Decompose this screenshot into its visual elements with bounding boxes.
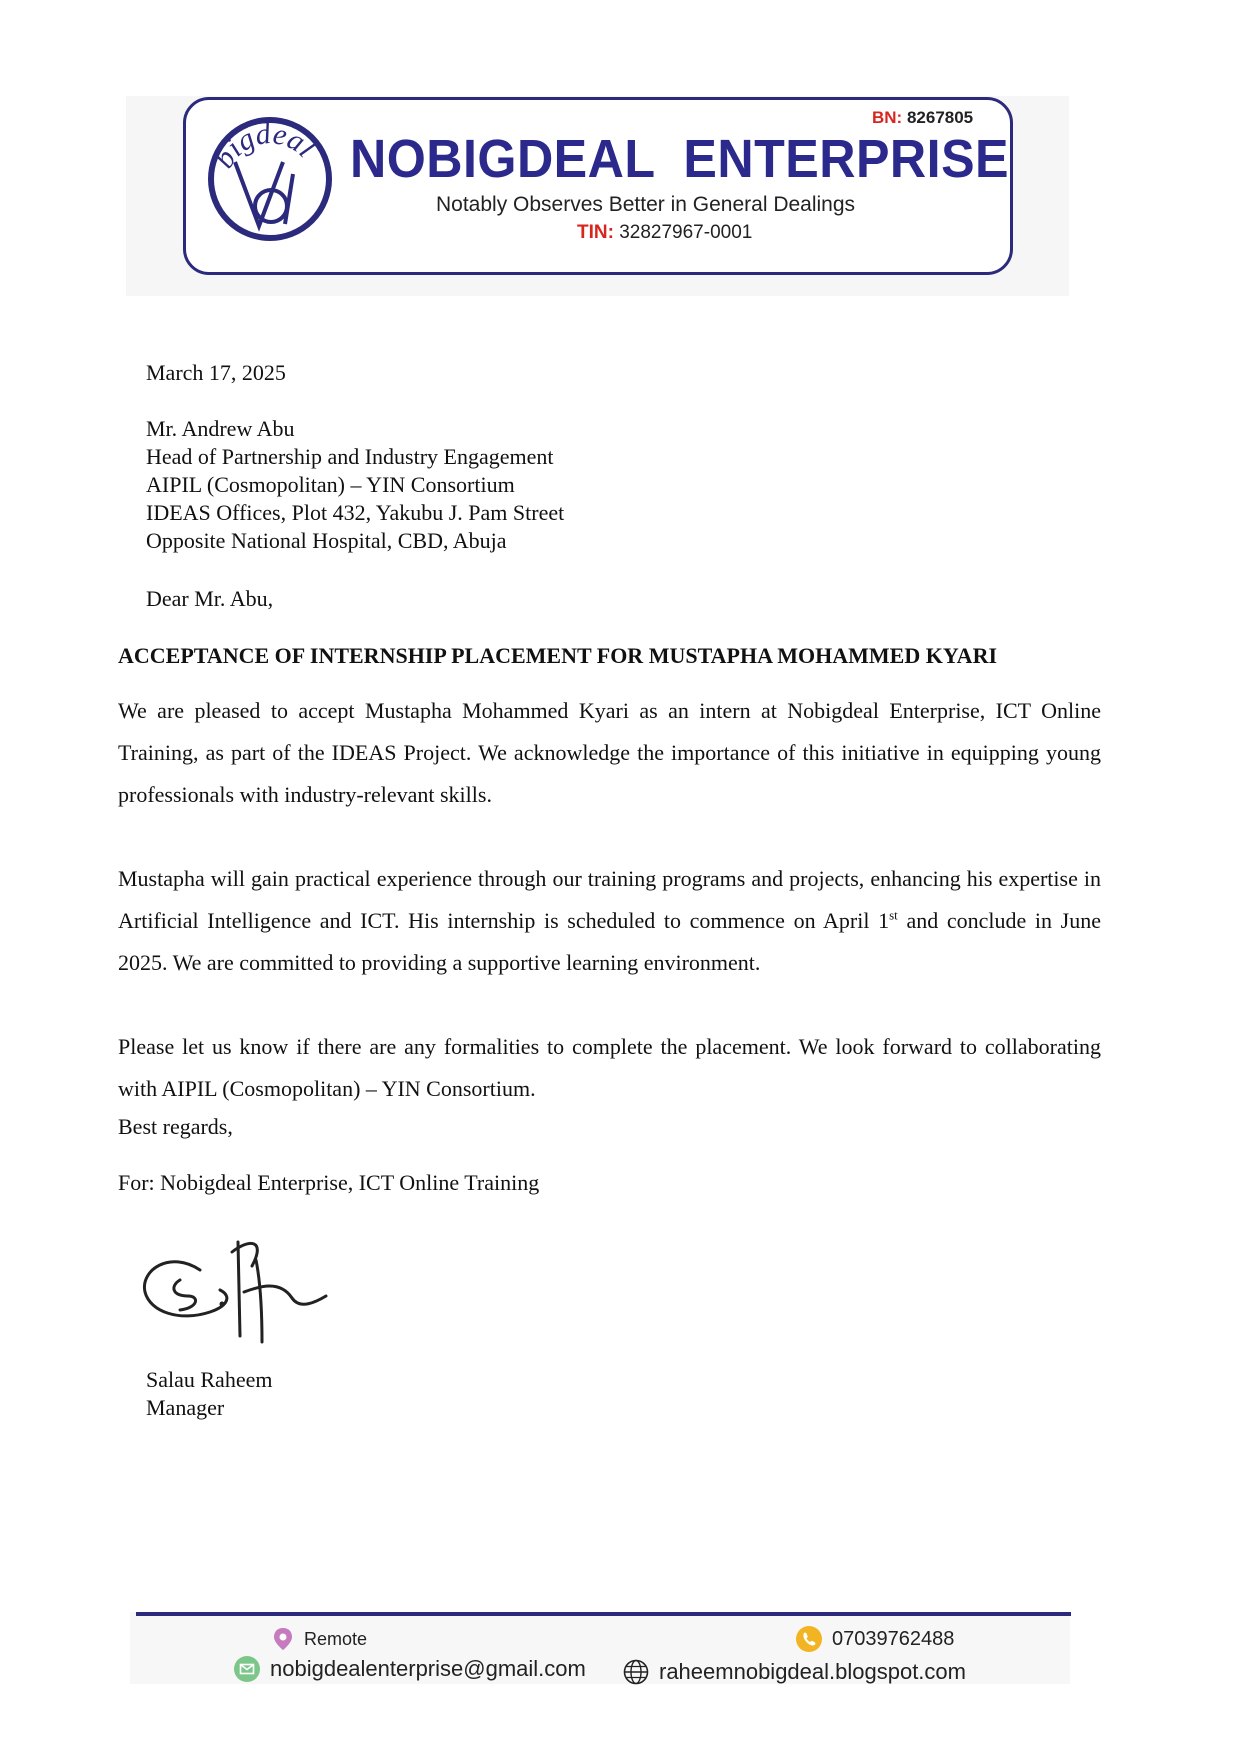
location-text: Remote xyxy=(304,1628,368,1649)
recipient-name: Mr. Andrew Abu xyxy=(146,416,295,441)
email-address: nobigdealenterprise@gmail.com xyxy=(270,1656,586,1681)
tin-label: TIN: xyxy=(577,222,614,243)
letter-subject: ACCEPTANCE OF INTERNSHIP PLACEMENT FOR MUSTAPHA MOHAMMED KYARI xyxy=(118,643,998,668)
phone-icon xyxy=(796,1626,822,1652)
signer-title: Manager xyxy=(146,1395,225,1420)
ordinal-suffix: st xyxy=(889,907,898,923)
tin-value: 32827967-0001 xyxy=(619,222,753,243)
salutation: Dear Mr. Abu, xyxy=(146,586,274,611)
letter-date: March 17, 2025 xyxy=(146,360,286,385)
footer-website xyxy=(623,1659,966,1685)
closing: Best regards, xyxy=(118,1114,233,1139)
globe-icon xyxy=(623,1659,649,1685)
tax-id-number xyxy=(577,222,752,244)
location-pin-icon xyxy=(272,1627,294,1651)
company-name: NOBIGDEAL ENTERPRISE xyxy=(350,129,1010,189)
on-behalf-line: For: Nobigdeal Enterprise, ICT Online Training xyxy=(118,1170,540,1195)
bn-label: BN: xyxy=(872,108,903,127)
logo-text: bigdeal xyxy=(206,116,323,174)
company-logo xyxy=(205,114,335,244)
recipient-street: IDEAS Offices, Plot 432, Yakubu J. Pam Street xyxy=(146,500,565,525)
phone-number: 07039762488 xyxy=(832,1627,955,1650)
recipient-city: Opposite National Hospital, CBD, Abuja xyxy=(146,528,507,553)
company-tagline: Notably Observes Better in General Dealings xyxy=(436,193,856,216)
footer-phone xyxy=(796,1626,954,1652)
paragraph-formalities: Please let us know if there are any formalities to complete the placement. We look forward to collaborating with AIPIL (Cosmopolitan) – YIN Consortium. xyxy=(118,1034,1101,1101)
signer-block xyxy=(146,1366,272,1422)
paragraph-acceptance: We are pleased to accept Mustapha Mohammed Kyari as an intern at Nobigdeal Enterprise, ICT Online Training, as part of the IDEAS Project. We acknowledge the importance of this initiative in equipping young professionals with industry-relevant skills. xyxy=(118,698,1101,807)
paragraph2-text-end: and conclude in June 2025. We are committed to providing a supportive learning environment. xyxy=(118,908,1101,975)
signer-name: Salau Raheem xyxy=(146,1367,273,1392)
business-number xyxy=(872,108,973,128)
paragraph2-text: Mustapha will gain practical experience through our training programs and projects, enhancing his expertise in Artificial Intelligence and ICT. His internship is scheduled to commence on April 1 xyxy=(118,866,1101,933)
recipient-organization: AIPIL (Cosmopolitan) – YIN Consortium xyxy=(146,472,515,497)
footer-email xyxy=(234,1656,586,1682)
paragraph-internship-details xyxy=(118,858,1101,984)
footer-divider xyxy=(136,1612,1071,1616)
email-icon xyxy=(234,1656,260,1682)
bn-value: 8267805 xyxy=(906,108,974,127)
recipient-address xyxy=(146,415,564,555)
recipient-position: Head of Partnership and Industry Engagement xyxy=(146,444,554,469)
footer-location xyxy=(272,1627,367,1651)
website-url: raheemnobigdeal.blogspot.com xyxy=(659,1659,966,1684)
handwritten-signature xyxy=(140,1230,340,1350)
